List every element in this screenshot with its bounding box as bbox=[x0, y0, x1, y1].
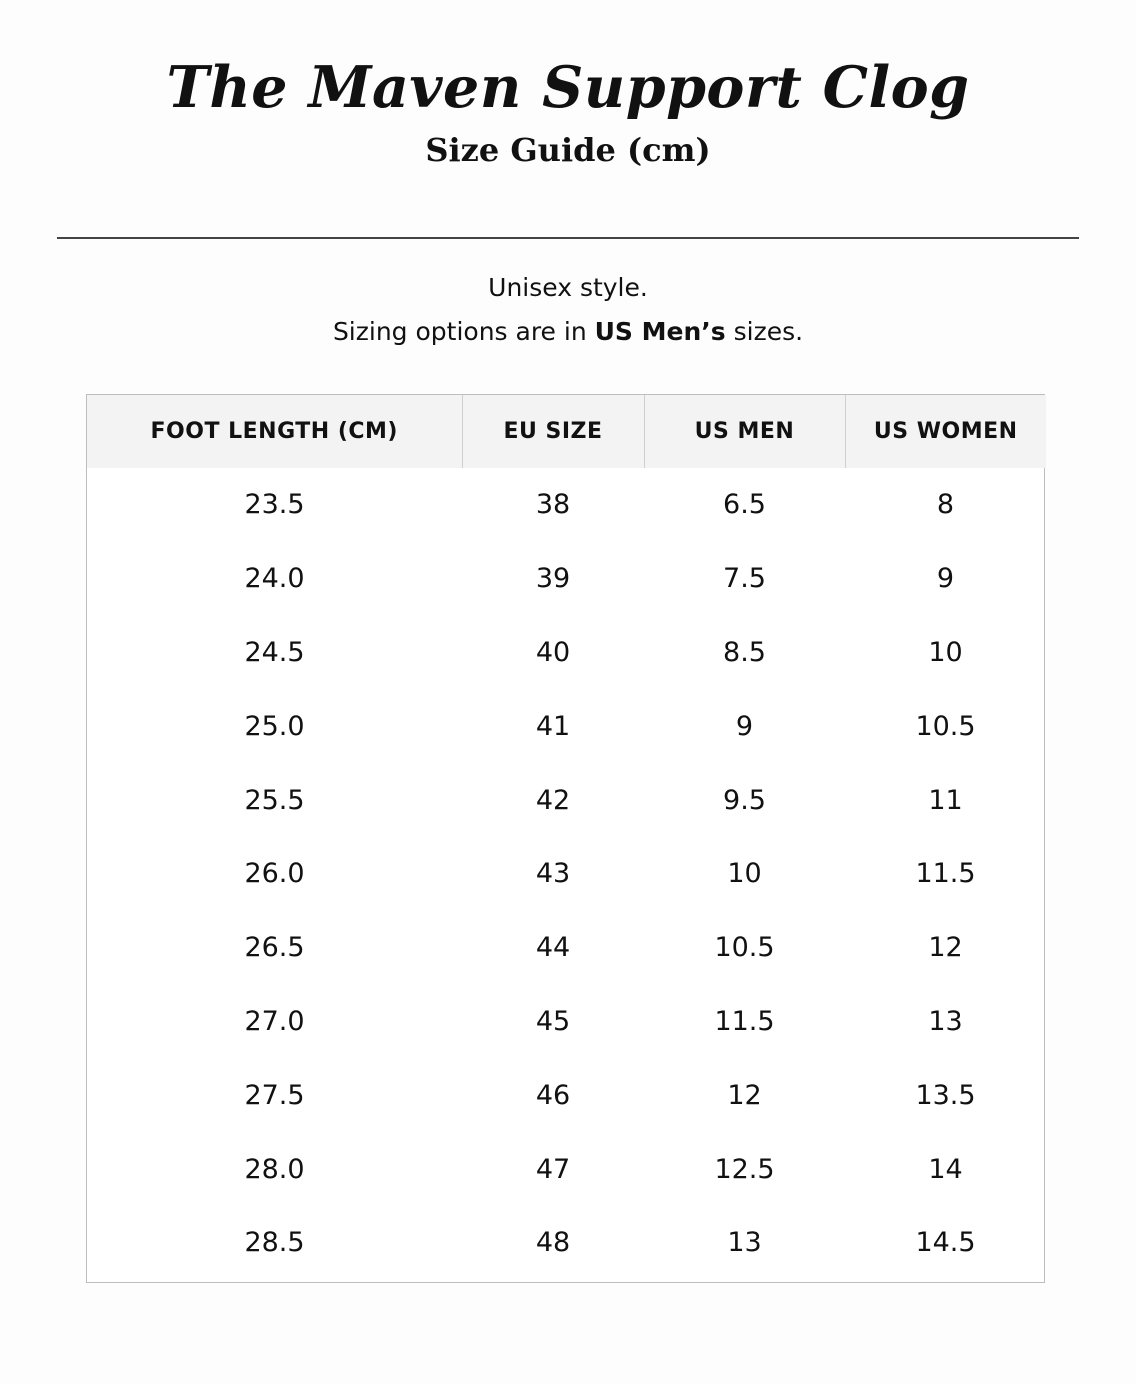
us-men-cell: 8.5 bbox=[723, 636, 766, 668]
us-women-cell: 13 bbox=[928, 1005, 963, 1037]
us-men-cell: 13 bbox=[727, 1227, 762, 1259]
table-row bbox=[87, 616, 1046, 690]
foot-length-cell: 28.5 bbox=[244, 1227, 305, 1259]
foot-length-cell: 25.0 bbox=[244, 710, 305, 742]
eu-size-cell: 44 bbox=[535, 932, 571, 964]
foot-length-cell: 24.5 bbox=[244, 636, 305, 668]
size-table-container bbox=[86, 394, 1045, 1283]
eu-size-cell: 45 bbox=[535, 1005, 571, 1037]
page-title: The Maven Support Clog bbox=[166, 54, 970, 121]
us-women-cell: 9 bbox=[936, 563, 955, 595]
eu-size-cell: 38 bbox=[535, 489, 571, 521]
us-women-cell: 11 bbox=[928, 784, 963, 816]
us-women-cell: 10 bbox=[928, 636, 963, 668]
foot-length-cell: 28.0 bbox=[244, 1153, 305, 1185]
us-men-cell: 10.5 bbox=[714, 932, 775, 964]
table-row bbox=[87, 1206, 1046, 1280]
table-row bbox=[87, 837, 1046, 911]
eu-size-cell: 43 bbox=[535, 858, 571, 890]
foot-length-cell: 27.5 bbox=[244, 1079, 305, 1111]
us-men-cell: 9 bbox=[735, 710, 754, 742]
foot-length-cell: 26.5 bbox=[244, 932, 305, 964]
eu-size-cell: 39 bbox=[535, 563, 571, 595]
us-women-cell: 12 bbox=[928, 932, 963, 964]
us-women-cell: 10.5 bbox=[915, 710, 976, 742]
size-table bbox=[87, 395, 1046, 1280]
table-row bbox=[87, 689, 1046, 763]
size-table-body bbox=[87, 468, 1046, 1280]
sizing-note-prefix: Sizing options are in bbox=[332, 317, 595, 346]
page-subtitle: Size Guide (cm) bbox=[425, 131, 711, 169]
sizing-note-emphasis: US Men’s bbox=[594, 317, 726, 346]
table-row bbox=[87, 1058, 1046, 1132]
us-women-cell: 8 bbox=[936, 489, 955, 521]
eu-size-cell: 48 bbox=[535, 1227, 571, 1259]
us-women-cell: 11.5 bbox=[915, 858, 976, 890]
foot-length-cell: 24.0 bbox=[244, 563, 305, 595]
us-men-cell: 12.5 bbox=[714, 1153, 775, 1185]
foot-length-cell: 23.5 bbox=[244, 489, 305, 521]
foot-length-cell: 25.5 bbox=[244, 784, 305, 816]
us-men-cell: 9.5 bbox=[723, 784, 766, 816]
eu-size-cell: 46 bbox=[535, 1079, 571, 1111]
foot-length-cell: 27.0 bbox=[244, 1005, 305, 1037]
table-row bbox=[87, 1132, 1046, 1206]
table-row bbox=[87, 763, 1046, 837]
table-row bbox=[87, 542, 1046, 616]
table-row bbox=[87, 985, 1046, 1059]
column-header-eu-size: EU SIZE bbox=[462, 395, 644, 468]
column-header-us-women: US WOMEN bbox=[845, 395, 1046, 468]
table-row bbox=[87, 911, 1046, 985]
sizing-note bbox=[0, 315, 1136, 349]
us-women-cell: 13.5 bbox=[915, 1079, 976, 1111]
us-men-cell: 7.5 bbox=[723, 563, 766, 595]
column-header-us-men: US MEN bbox=[644, 395, 845, 468]
us-men-cell: 6.5 bbox=[723, 489, 766, 521]
us-women-cell: 14 bbox=[928, 1153, 963, 1185]
table-header-row bbox=[87, 395, 1046, 468]
sizing-note-suffix: sizes. bbox=[725, 317, 804, 346]
column-header-foot-length: FOOT LENGTH (CM) bbox=[87, 395, 462, 468]
eu-size-cell: 47 bbox=[535, 1153, 571, 1185]
section-divider bbox=[57, 237, 1079, 239]
us-men-cell: 10 bbox=[727, 858, 762, 890]
unisex-note: Unisex style. bbox=[488, 273, 648, 302]
us-men-cell: 11.5 bbox=[714, 1005, 775, 1037]
us-women-cell: 14.5 bbox=[915, 1227, 976, 1259]
eu-size-cell: 40 bbox=[535, 636, 571, 668]
foot-length-cell: 26.0 bbox=[244, 858, 305, 890]
eu-size-cell: 41 bbox=[535, 710, 571, 742]
eu-size-cell: 42 bbox=[535, 784, 571, 816]
us-men-cell: 12 bbox=[727, 1079, 762, 1111]
table-row bbox=[87, 468, 1046, 542]
